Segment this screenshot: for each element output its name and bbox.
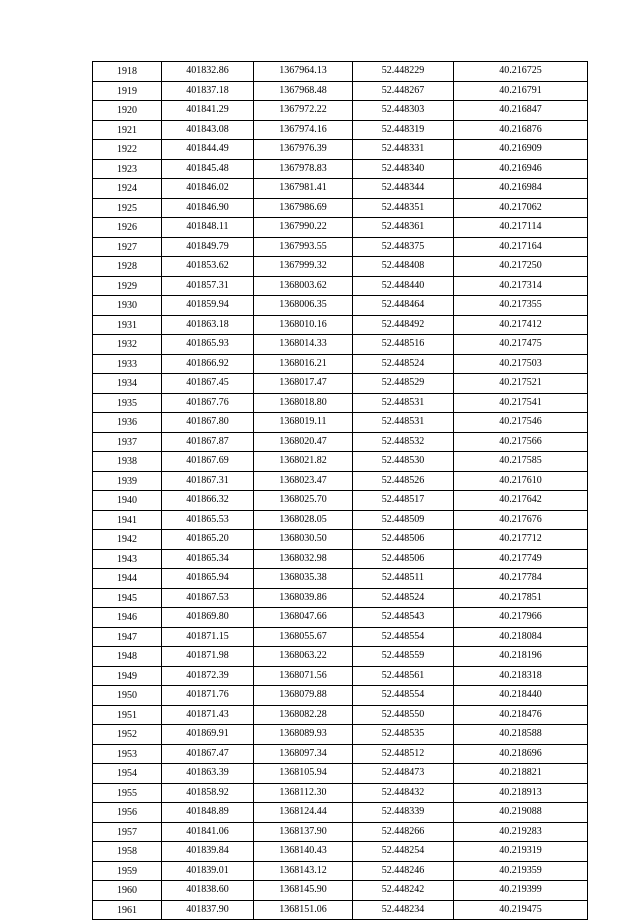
y-coordinate-cell: 1368089.93	[254, 725, 353, 745]
latitude-cell: 52.448351	[353, 198, 454, 218]
x-coordinate-cell: 401871.76	[162, 686, 254, 706]
y-coordinate-cell: 1367990.22	[254, 218, 353, 238]
x-coordinate-cell: 401848.89	[162, 803, 254, 823]
longitude-cell: 40.217546	[454, 413, 588, 433]
longitude-cell: 40.217475	[454, 335, 588, 355]
x-coordinate-cell: 401859.94	[162, 296, 254, 316]
x-coordinate-cell: 401867.80	[162, 413, 254, 433]
longitude-cell: 40.217521	[454, 374, 588, 394]
table-row	[93, 413, 588, 433]
longitude-cell: 40.219359	[454, 861, 588, 881]
longitude-cell: 40.217966	[454, 608, 588, 628]
table-row	[93, 510, 588, 530]
y-coordinate-cell: 1368105.94	[254, 764, 353, 784]
point-number-cell: 1932	[93, 335, 162, 355]
table-row	[93, 666, 588, 686]
longitude-cell: 40.218476	[454, 705, 588, 725]
latitude-cell: 52.448530	[353, 452, 454, 472]
longitude-cell: 40.217541	[454, 393, 588, 413]
x-coordinate-cell: 401871.15	[162, 627, 254, 647]
longitude-cell: 40.216909	[454, 140, 588, 160]
point-number-cell: 1919	[93, 81, 162, 101]
x-coordinate-cell: 401841.29	[162, 101, 254, 121]
longitude-cell: 40.217712	[454, 530, 588, 550]
x-coordinate-cell: 401843.08	[162, 120, 254, 140]
y-coordinate-cell: 1367976.39	[254, 140, 353, 160]
x-coordinate-cell: 401871.43	[162, 705, 254, 725]
point-number-cell: 1926	[93, 218, 162, 238]
x-coordinate-cell: 401865.34	[162, 549, 254, 569]
latitude-cell: 52.448242	[353, 881, 454, 901]
longitude-cell: 40.219283	[454, 822, 588, 842]
latitude-cell: 52.448331	[353, 140, 454, 160]
x-coordinate-cell: 401846.90	[162, 198, 254, 218]
longitude-cell: 40.218913	[454, 783, 588, 803]
point-number-cell: 1960	[93, 881, 162, 901]
x-coordinate-cell: 401848.11	[162, 218, 254, 238]
latitude-cell: 52.448319	[353, 120, 454, 140]
y-coordinate-cell: 1368010.16	[254, 315, 353, 335]
point-number-cell: 1942	[93, 530, 162, 550]
longitude-cell: 40.217566	[454, 432, 588, 452]
y-coordinate-cell: 1368112.30	[254, 783, 353, 803]
y-coordinate-cell: 1368039.86	[254, 588, 353, 608]
table-row	[93, 257, 588, 277]
y-coordinate-cell: 1368014.33	[254, 335, 353, 355]
point-number-cell: 1939	[93, 471, 162, 491]
y-coordinate-cell: 1368071.56	[254, 666, 353, 686]
point-number-cell: 1958	[93, 842, 162, 862]
table-row	[93, 822, 588, 842]
latitude-cell: 52.448554	[353, 627, 454, 647]
table-row	[93, 374, 588, 394]
latitude-cell: 52.448340	[353, 159, 454, 179]
latitude-cell: 52.448506	[353, 549, 454, 569]
latitude-cell: 52.448266	[353, 822, 454, 842]
table-row	[93, 783, 588, 803]
table-row	[93, 62, 588, 82]
x-coordinate-cell: 401841.06	[162, 822, 254, 842]
latitude-cell: 52.448246	[353, 861, 454, 881]
y-coordinate-cell: 1368143.12	[254, 861, 353, 881]
y-coordinate-cell: 1367999.32	[254, 257, 353, 277]
table-row	[93, 900, 588, 920]
longitude-cell: 40.217314	[454, 276, 588, 296]
table-row	[93, 627, 588, 647]
y-coordinate-cell: 1368032.98	[254, 549, 353, 569]
y-coordinate-cell: 1368047.66	[254, 608, 353, 628]
y-coordinate-cell: 1368055.67	[254, 627, 353, 647]
latitude-cell: 52.448408	[353, 257, 454, 277]
y-coordinate-cell: 1368021.82	[254, 452, 353, 472]
longitude-cell: 40.218318	[454, 666, 588, 686]
point-number-cell: 1959	[93, 861, 162, 881]
point-number-cell: 1918	[93, 62, 162, 82]
y-coordinate-cell: 1368030.50	[254, 530, 353, 550]
point-number-cell: 1941	[93, 510, 162, 530]
x-coordinate-cell: 401866.92	[162, 354, 254, 374]
table-row	[93, 842, 588, 862]
table-row	[93, 588, 588, 608]
latitude-cell: 52.448344	[353, 179, 454, 199]
x-coordinate-cell: 401869.91	[162, 725, 254, 745]
point-number-cell: 1934	[93, 374, 162, 394]
latitude-cell: 52.448492	[353, 315, 454, 335]
y-coordinate-cell: 1367981.41	[254, 179, 353, 199]
point-number-cell: 1946	[93, 608, 162, 628]
table-row	[93, 569, 588, 589]
table-row	[93, 354, 588, 374]
x-coordinate-cell: 401844.49	[162, 140, 254, 160]
point-number-cell: 1937	[93, 432, 162, 452]
longitude-cell: 40.216847	[454, 101, 588, 121]
y-coordinate-cell: 1367964.13	[254, 62, 353, 82]
x-coordinate-cell: 401869.80	[162, 608, 254, 628]
table-row	[93, 803, 588, 823]
longitude-cell: 40.216725	[454, 62, 588, 82]
x-coordinate-cell: 401838.60	[162, 881, 254, 901]
y-coordinate-cell: 1368017.47	[254, 374, 353, 394]
y-coordinate-cell: 1368140.43	[254, 842, 353, 862]
table-row	[93, 608, 588, 628]
x-coordinate-cell: 401839.01	[162, 861, 254, 881]
latitude-cell: 52.448524	[353, 588, 454, 608]
longitude-cell: 40.217355	[454, 296, 588, 316]
point-number-cell: 1956	[93, 803, 162, 823]
x-coordinate-cell: 401853.62	[162, 257, 254, 277]
y-coordinate-cell: 1368025.70	[254, 491, 353, 511]
latitude-cell: 52.448531	[353, 413, 454, 433]
latitude-cell: 52.448531	[353, 393, 454, 413]
longitude-cell: 40.217250	[454, 257, 588, 277]
latitude-cell: 52.448559	[353, 647, 454, 667]
latitude-cell: 52.448464	[353, 296, 454, 316]
latitude-cell: 52.448516	[353, 335, 454, 355]
longitude-cell: 40.217784	[454, 569, 588, 589]
point-number-cell: 1940	[93, 491, 162, 511]
point-number-cell: 1920	[93, 101, 162, 121]
point-number-cell: 1943	[93, 549, 162, 569]
x-coordinate-cell: 401858.92	[162, 783, 254, 803]
table-row	[93, 647, 588, 667]
table-row	[93, 315, 588, 335]
longitude-cell: 40.218588	[454, 725, 588, 745]
longitude-cell: 40.217749	[454, 549, 588, 569]
point-number-cell: 1933	[93, 354, 162, 374]
x-coordinate-cell: 401846.02	[162, 179, 254, 199]
longitude-cell: 40.218084	[454, 627, 588, 647]
x-coordinate-cell: 401865.94	[162, 569, 254, 589]
latitude-cell: 52.448509	[353, 510, 454, 530]
y-coordinate-cell: 1368082.28	[254, 705, 353, 725]
latitude-cell: 52.448532	[353, 432, 454, 452]
latitude-cell: 52.448267	[353, 81, 454, 101]
table-row	[93, 218, 588, 238]
x-coordinate-cell: 401872.39	[162, 666, 254, 686]
latitude-cell: 52.448524	[353, 354, 454, 374]
x-coordinate-cell: 401857.31	[162, 276, 254, 296]
x-coordinate-cell: 401865.20	[162, 530, 254, 550]
latitude-cell: 52.448543	[353, 608, 454, 628]
y-coordinate-cell: 1368063.22	[254, 647, 353, 667]
latitude-cell: 52.448554	[353, 686, 454, 706]
table-row	[93, 101, 588, 121]
table-row	[93, 335, 588, 355]
longitude-cell: 40.217164	[454, 237, 588, 257]
longitude-cell: 40.219319	[454, 842, 588, 862]
point-number-cell: 1961	[93, 900, 162, 920]
table-row	[93, 744, 588, 764]
latitude-cell: 52.448526	[353, 471, 454, 491]
point-number-cell: 1923	[93, 159, 162, 179]
point-number-cell: 1938	[93, 452, 162, 472]
point-number-cell: 1955	[93, 783, 162, 803]
longitude-cell: 40.218196	[454, 647, 588, 667]
point-number-cell: 1948	[93, 647, 162, 667]
y-coordinate-cell: 1368018.80	[254, 393, 353, 413]
y-coordinate-cell: 1367968.48	[254, 81, 353, 101]
longitude-cell: 40.217412	[454, 315, 588, 335]
point-number-cell: 1944	[93, 569, 162, 589]
longitude-cell: 40.216984	[454, 179, 588, 199]
y-coordinate-cell: 1368016.21	[254, 354, 353, 374]
x-coordinate-cell: 401839.84	[162, 842, 254, 862]
longitude-cell: 40.219475	[454, 900, 588, 920]
longitude-cell: 40.218696	[454, 744, 588, 764]
point-number-cell: 1935	[93, 393, 162, 413]
coordinates-table-body	[93, 62, 588, 920]
x-coordinate-cell: 401866.32	[162, 491, 254, 511]
x-coordinate-cell: 401867.76	[162, 393, 254, 413]
latitude-cell: 52.448339	[353, 803, 454, 823]
y-coordinate-cell: 1368097.34	[254, 744, 353, 764]
latitude-cell: 52.448254	[353, 842, 454, 862]
point-number-cell: 1922	[93, 140, 162, 160]
x-coordinate-cell: 401871.98	[162, 647, 254, 667]
table-row	[93, 491, 588, 511]
y-coordinate-cell: 1368020.47	[254, 432, 353, 452]
table-row	[93, 452, 588, 472]
longitude-cell: 40.217503	[454, 354, 588, 374]
x-coordinate-cell: 401867.87	[162, 432, 254, 452]
table-row	[93, 159, 588, 179]
point-number-cell: 1945	[93, 588, 162, 608]
y-coordinate-cell: 1368137.90	[254, 822, 353, 842]
x-coordinate-cell: 401837.18	[162, 81, 254, 101]
longitude-cell: 40.218821	[454, 764, 588, 784]
table-row	[93, 725, 588, 745]
latitude-cell: 52.448550	[353, 705, 454, 725]
longitude-cell: 40.216791	[454, 81, 588, 101]
x-coordinate-cell: 401865.93	[162, 335, 254, 355]
longitude-cell: 40.217642	[454, 491, 588, 511]
point-number-cell: 1927	[93, 237, 162, 257]
latitude-cell: 52.448234	[353, 900, 454, 920]
point-number-cell: 1947	[93, 627, 162, 647]
y-coordinate-cell: 1368019.11	[254, 413, 353, 433]
x-coordinate-cell: 401867.45	[162, 374, 254, 394]
table-row	[93, 764, 588, 784]
longitude-cell: 40.216946	[454, 159, 588, 179]
table-row	[93, 179, 588, 199]
x-coordinate-cell: 401837.90	[162, 900, 254, 920]
latitude-cell: 52.448440	[353, 276, 454, 296]
table-row	[93, 81, 588, 101]
point-number-cell: 1928	[93, 257, 162, 277]
longitude-cell: 40.218440	[454, 686, 588, 706]
x-coordinate-cell: 401863.18	[162, 315, 254, 335]
x-coordinate-cell: 401845.48	[162, 159, 254, 179]
y-coordinate-cell: 1367978.83	[254, 159, 353, 179]
latitude-cell: 52.448506	[353, 530, 454, 550]
x-coordinate-cell: 401865.53	[162, 510, 254, 530]
latitude-cell: 52.448303	[353, 101, 454, 121]
y-coordinate-cell: 1368023.47	[254, 471, 353, 491]
table-row	[93, 120, 588, 140]
point-number-cell: 1921	[93, 120, 162, 140]
latitude-cell: 52.448511	[353, 569, 454, 589]
longitude-cell: 40.217610	[454, 471, 588, 491]
table-row	[93, 861, 588, 881]
latitude-cell: 52.448561	[353, 666, 454, 686]
longitude-cell: 40.217851	[454, 588, 588, 608]
point-number-cell: 1951	[93, 705, 162, 725]
x-coordinate-cell: 401867.53	[162, 588, 254, 608]
y-coordinate-cell: 1367972.22	[254, 101, 353, 121]
table-row	[93, 705, 588, 725]
y-coordinate-cell: 1368079.88	[254, 686, 353, 706]
y-coordinate-cell: 1367993.55	[254, 237, 353, 257]
longitude-cell: 40.219399	[454, 881, 588, 901]
latitude-cell: 52.448229	[353, 62, 454, 82]
table-row	[93, 881, 588, 901]
x-coordinate-cell: 401867.69	[162, 452, 254, 472]
table-row	[93, 686, 588, 706]
y-coordinate-cell: 1367974.16	[254, 120, 353, 140]
point-number-cell: 1929	[93, 276, 162, 296]
table-row	[93, 549, 588, 569]
table-row	[93, 237, 588, 257]
table-row	[93, 140, 588, 160]
table-row	[93, 471, 588, 491]
x-coordinate-cell: 401863.39	[162, 764, 254, 784]
coordinates-table	[92, 61, 588, 920]
latitude-cell: 52.448535	[353, 725, 454, 745]
longitude-cell: 40.217585	[454, 452, 588, 472]
longitude-cell: 40.217676	[454, 510, 588, 530]
y-coordinate-cell: 1367986.69	[254, 198, 353, 218]
point-number-cell: 1930	[93, 296, 162, 316]
longitude-cell: 40.217114	[454, 218, 588, 238]
point-number-cell: 1925	[93, 198, 162, 218]
point-number-cell: 1931	[93, 315, 162, 335]
latitude-cell: 52.448517	[353, 491, 454, 511]
table-row	[93, 393, 588, 413]
point-number-cell: 1950	[93, 686, 162, 706]
latitude-cell: 52.448512	[353, 744, 454, 764]
y-coordinate-cell: 1368145.90	[254, 881, 353, 901]
point-number-cell: 1924	[93, 179, 162, 199]
longitude-cell: 40.216876	[454, 120, 588, 140]
latitude-cell: 52.448432	[353, 783, 454, 803]
point-number-cell: 1949	[93, 666, 162, 686]
point-number-cell: 1954	[93, 764, 162, 784]
x-coordinate-cell: 401867.31	[162, 471, 254, 491]
y-coordinate-cell: 1368006.35	[254, 296, 353, 316]
x-coordinate-cell: 401849.79	[162, 237, 254, 257]
latitude-cell: 52.448375	[353, 237, 454, 257]
x-coordinate-cell: 401867.47	[162, 744, 254, 764]
table-row	[93, 276, 588, 296]
point-number-cell: 1952	[93, 725, 162, 745]
latitude-cell: 52.448473	[353, 764, 454, 784]
y-coordinate-cell: 1368003.62	[254, 276, 353, 296]
latitude-cell: 52.448529	[353, 374, 454, 394]
table-row	[93, 296, 588, 316]
y-coordinate-cell: 1368028.05	[254, 510, 353, 530]
table-row	[93, 530, 588, 550]
y-coordinate-cell: 1368035.38	[254, 569, 353, 589]
y-coordinate-cell: 1368151.06	[254, 900, 353, 920]
x-coordinate-cell: 401832.86	[162, 62, 254, 82]
longitude-cell: 40.217062	[454, 198, 588, 218]
table-row	[93, 432, 588, 452]
point-number-cell: 1957	[93, 822, 162, 842]
longitude-cell: 40.219088	[454, 803, 588, 823]
point-number-cell: 1936	[93, 413, 162, 433]
point-number-cell: 1953	[93, 744, 162, 764]
latitude-cell: 52.448361	[353, 218, 454, 238]
table-row	[93, 198, 588, 218]
y-coordinate-cell: 1368124.44	[254, 803, 353, 823]
